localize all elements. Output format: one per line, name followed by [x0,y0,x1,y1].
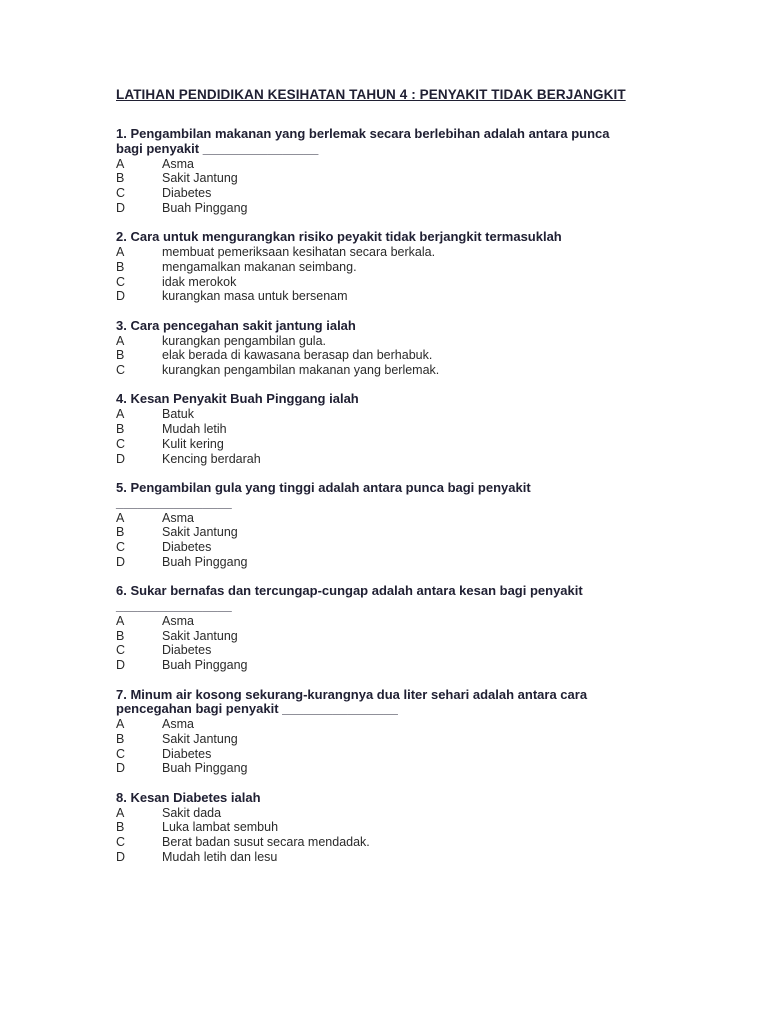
answer-option [116,334,656,349]
question-text-line: 6. Sukar bernafas dan tercungap-cungap adalah antara kesan bagi penyakit [116,583,583,599]
answer-option [116,245,656,260]
option-letter: D [116,849,126,864]
option-text: kurangkan pengambilan makanan yang berlemak. [162,363,440,378]
option-letter: C [116,186,126,201]
question-2 [116,230,656,304]
question-text-line: ________________ [116,598,232,614]
option-text: Berat badan susut secara mendadak. [162,835,370,850]
option-letter: A [116,156,125,171]
question-text-line: 2. Cara untuk mengurangkan risiko peyakit tidak berjangkit termasuklah [116,229,562,245]
option-text: Asma [162,156,194,171]
question-8 [116,791,656,865]
question-text-line: 5. Pengambilan gula yang tinggi adalah antara punca bagi penyakit [116,479,531,495]
option-letter: C [116,274,126,289]
option-text: Batuk [162,407,194,422]
option-letter: B [116,171,125,186]
question-text-line: 3. Cara pencegahan sakit jantung ialah [116,317,356,333]
option-text: Sakit Jantung [162,628,238,643]
option-text: Mudah letih [162,422,227,437]
option-text: Sakit Jantung [162,171,238,186]
option-letter: C [116,835,126,850]
answer-option [116,407,656,422]
question-text-line: 8. Kesan Diabetes ialah [116,789,261,805]
option-letter: A [116,613,125,628]
option-letter: C [116,436,126,451]
answer-option [116,629,656,644]
option-text: Asma [162,717,194,732]
option-letter: C [116,363,126,378]
option-text: Buah Pinggang [162,554,248,569]
option-text: elak berada di kawasana berasap dan berhabuk. [162,348,433,363]
option-text: Buah Pinggang [162,200,248,215]
option-text: Buah Pinggang [162,761,248,776]
answer-option [116,186,656,201]
option-text: Mudah letih dan lesu [162,849,278,864]
question-list [116,127,656,879]
option-letter: C [116,746,126,761]
option-text: Sakit dada [162,805,222,820]
answer-option [116,643,656,658]
question-text-line: 4. Kesan Penyakit Buah Pinggang ialah [116,391,359,407]
answer-option [116,437,656,452]
question-text-line: pencegahan bagi penyakit ________________ [116,701,398,717]
answer-option [116,835,656,850]
question-7 [116,688,656,777]
answer-option [116,201,656,216]
answer-option [116,275,656,290]
option-letter: B [116,259,125,274]
answer-option [116,761,656,776]
question-text-line: bagi penyakit ________________ [116,140,319,156]
answer-option [116,806,656,821]
option-letter: B [116,820,125,835]
answer-option [116,658,656,673]
answer-option [116,511,656,526]
option-letter: B [116,422,125,437]
question-text-line: ________________ [116,494,232,510]
option-letter: A [116,805,125,820]
option-text: Sakit Jantung [162,731,238,746]
answer-option [116,260,656,275]
option-text: Diabetes [162,186,212,201]
answer-option [116,732,656,747]
option-letter: A [116,510,125,525]
question-6 [116,584,656,673]
option-text: idak merokok [162,274,237,289]
option-text: Asma [162,613,194,628]
question-3 [116,319,656,378]
answer-option [116,555,656,570]
option-text: kurangkan pengambilan gula. [162,333,327,348]
answer-option [116,717,656,732]
answer-option [116,850,656,865]
option-letter: D [116,451,126,466]
option-letter: C [116,540,126,555]
answer-option [116,348,656,363]
option-text: Diabetes [162,643,212,658]
option-text: Diabetes [162,540,212,555]
question-1 [116,127,656,216]
option-letter: A [116,333,125,348]
answer-option [116,747,656,762]
option-letter: D [116,200,126,215]
option-text: mengamalkan makanan seimbang. [162,259,357,274]
option-text: Buah Pinggang [162,658,248,673]
option-text: Sakit Jantung [162,525,238,540]
answer-option [116,540,656,555]
option-letter: A [116,717,125,732]
answer-option [116,363,656,378]
answer-option [116,157,656,172]
answer-option [116,289,656,304]
option-letter: C [116,643,126,658]
option-text: Luka lambat sembuh [162,820,279,835]
question-text-line: 7. Minum air kosong sekurang-kurangnya dua liter sehari adalah antara cara [116,686,588,702]
option-letter: B [116,731,125,746]
page-title: LATIHAN PENDIDIKAN KESIHATAN TAHUN 4 : PENYAKIT TIDAK BERJANGKIT [116,87,626,102]
option-letter: D [116,658,126,673]
question-5 [116,481,656,570]
option-letter: D [116,761,126,776]
question-4 [116,392,656,466]
question-text-line: 1. Pengambilan makanan yang berlemak secara berlebihan adalah antara punca [116,126,610,141]
option-text: Asma [162,510,194,525]
option-letter: A [116,407,125,422]
answer-option [116,614,656,629]
option-letter: D [116,554,126,569]
answer-option [116,171,656,186]
option-text: Diabetes [162,746,212,761]
option-letter: B [116,525,125,540]
answer-option [116,422,656,437]
option-letter: B [116,348,125,363]
option-letter: B [116,628,125,643]
answer-option [116,525,656,540]
option-text: Kulit kering [162,436,224,451]
option-text: Kencing berdarah [162,451,261,466]
option-letter: D [116,289,126,304]
answer-option [116,820,656,835]
option-text: membuat pemeriksaan kesihatan secara berkala. [162,245,436,260]
option-text: kurangkan masa untuk bersenam [162,289,348,304]
option-letter: A [116,245,125,260]
answer-option [116,452,656,467]
